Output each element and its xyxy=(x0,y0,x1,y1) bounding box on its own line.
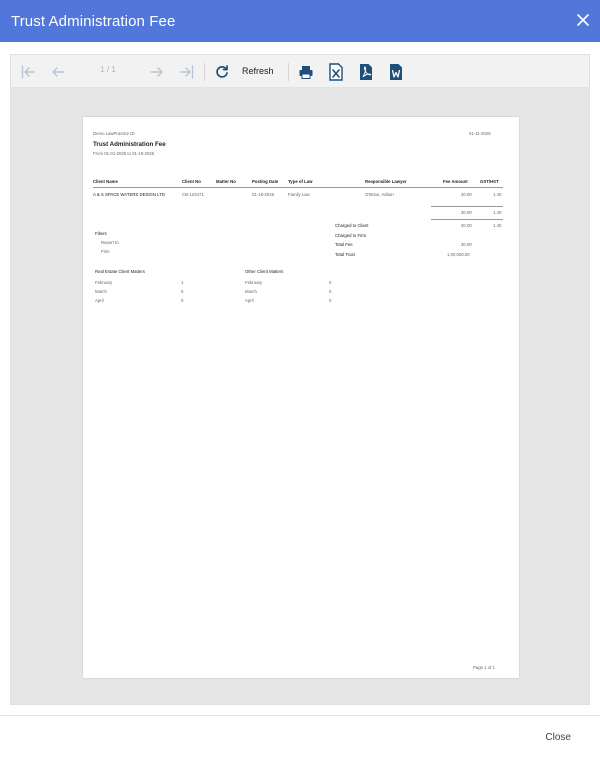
report-header-date: 01-11-2026 xyxy=(469,131,491,136)
summary-tax: 1.40 xyxy=(493,223,502,228)
subtotal-tax: 1.40 xyxy=(493,210,502,215)
report-range: From 01-01-2026 to 01-18-2026 xyxy=(93,151,155,156)
table-cell: O'Brian, Adrian xyxy=(365,192,394,197)
subtotal-rule xyxy=(431,206,503,207)
last-page-icon[interactable] xyxy=(178,62,196,82)
list-item: 0 xyxy=(329,280,332,285)
dialog-title: Trust Administration Fee xyxy=(11,12,176,30)
summary-label: Total Fee xyxy=(335,242,353,247)
refresh-icon[interactable] xyxy=(213,62,231,82)
page-indicator: 1 / 1 xyxy=(100,65,116,74)
close-icon[interactable] xyxy=(575,12,591,28)
list-item: March xyxy=(245,289,257,294)
column-header: Posting Date xyxy=(252,179,279,184)
close-button[interactable]: Close xyxy=(545,732,571,743)
list-item: 0 xyxy=(181,289,184,294)
viewer-toolbar xyxy=(11,55,589,88)
next-page-icon[interactable] xyxy=(148,62,166,82)
list-item: 0 xyxy=(181,298,184,303)
first-page-icon[interactable] xyxy=(19,62,37,82)
column-header: Fee Amount xyxy=(443,179,468,184)
export-word-icon[interactable] xyxy=(387,62,405,82)
list-item: April xyxy=(95,298,104,303)
list-item: February xyxy=(245,280,263,285)
refresh-button[interactable]: Refresh xyxy=(242,66,274,76)
real-estate-title: Real Estate Client Matters xyxy=(95,269,145,274)
summary-label: Charged to Firm xyxy=(335,233,367,238)
report-title: Trust Administration Fee xyxy=(93,141,166,148)
list-item: 1 xyxy=(181,280,184,285)
column-header: Type of Law xyxy=(288,179,313,184)
report-header-left: Demo LawPractice ID xyxy=(93,131,135,136)
list-item: February xyxy=(95,280,113,285)
page-footer: Page 1 of 1 xyxy=(473,665,495,670)
previous-page-icon[interactable] xyxy=(49,62,67,82)
table-cell: 01-18-2026 xyxy=(252,192,274,197)
list-item: 0 xyxy=(329,298,332,303)
list-item: April xyxy=(245,298,254,303)
dialog-footer xyxy=(0,715,600,759)
report-viewer xyxy=(10,54,590,705)
table-cell: 20.00 xyxy=(461,192,472,197)
toolbar-separator xyxy=(204,63,205,81)
export-excel-icon[interactable] xyxy=(327,62,345,82)
dialog-titlebar xyxy=(0,0,600,42)
filter-item: Report to xyxy=(101,240,119,245)
summary-value: 1,00,000.00 xyxy=(447,252,470,257)
list-item: March xyxy=(95,289,107,294)
table-cell: A & S SPACE WATERS DESIGN LTD xyxy=(93,192,165,197)
subtotal-amount: 20.00 xyxy=(461,210,472,215)
report-page xyxy=(83,117,519,678)
other-title: Other Client Matters xyxy=(245,269,284,274)
summary-label: Total Trust xyxy=(335,252,355,257)
summary-label: Charged to Client xyxy=(335,223,369,228)
column-header: Client No xyxy=(182,179,201,184)
print-icon[interactable] xyxy=(297,62,315,82)
filter-item: Firm xyxy=(101,249,110,254)
table-cell: 1.40 xyxy=(493,192,502,197)
table-cell: Family Law xyxy=(288,192,310,197)
toolbar-separator xyxy=(288,63,289,81)
header-rule xyxy=(93,187,503,188)
filters-title: Filters xyxy=(95,231,107,236)
total-rule xyxy=(431,219,503,220)
column-header: Responsible Lawyer xyxy=(365,179,407,184)
column-header: Client Name xyxy=(93,179,118,184)
list-item: 0 xyxy=(329,289,332,294)
summary-value: 20.00 xyxy=(461,223,472,228)
export-pdf-icon[interactable] xyxy=(357,62,375,82)
table-cell: CB-123471 xyxy=(182,192,204,197)
column-header: Matter No xyxy=(216,179,236,184)
summary-value: 20.00 xyxy=(461,242,472,247)
column-header: GST/HST xyxy=(480,179,499,184)
